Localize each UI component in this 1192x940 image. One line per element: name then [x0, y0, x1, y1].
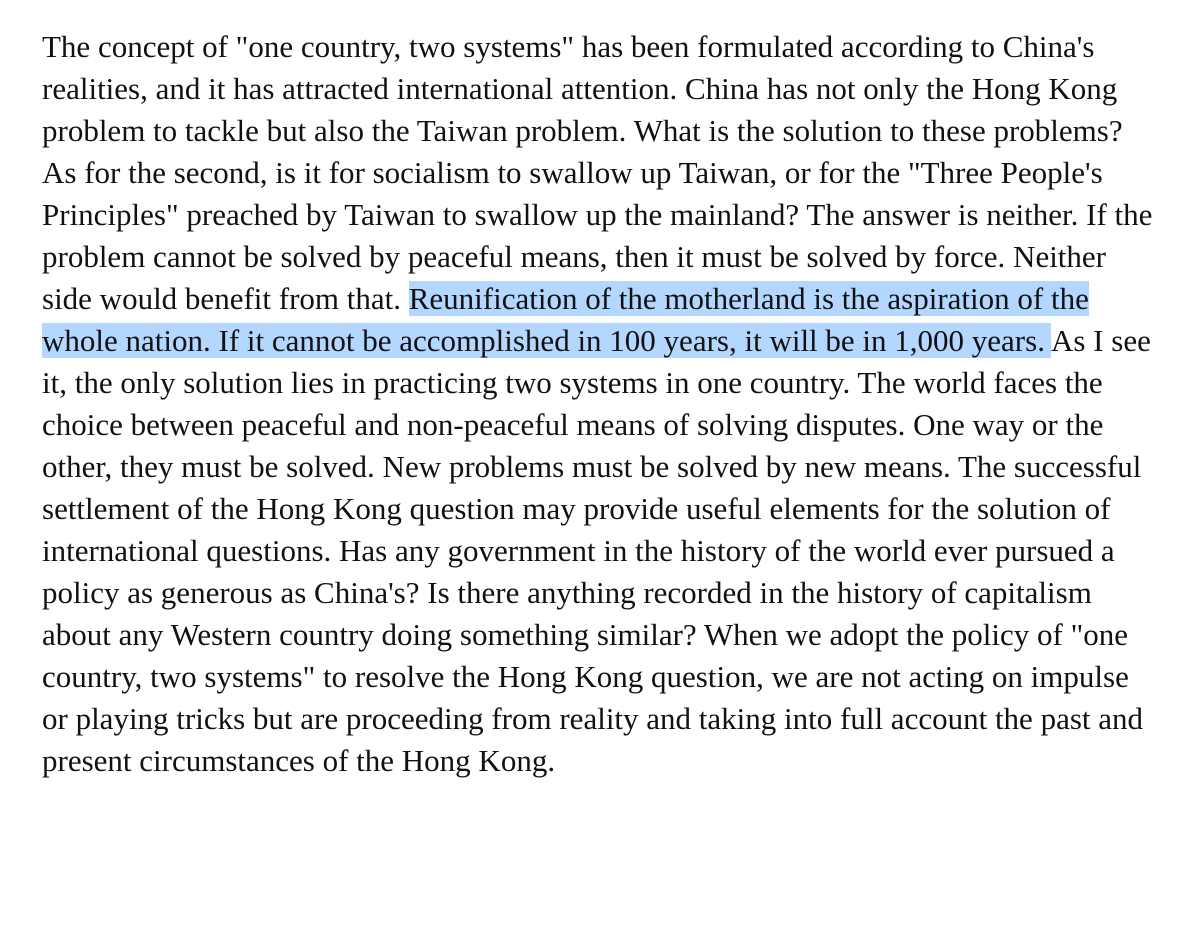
paragraph-text-before-selection[interactable]: The concept of "one country, two systems" has been formulated according to China's realities, and it has attracted international attention. China has not only the Hong Kong problem to tackle but also the Taiwan problem. What is the solution to these problems? As for the second, is it for socialism to swallow up Taiwan, or for the "Three People's Principles" preached by Taiwan to swallow up the mainland? The answer is neither. If the problem cannot be solved by peaceful means, then it must be solved by force. Neither side would benefit from that.	[42, 29, 1153, 316]
text-selection-highlight[interactable]: Reunification of the motherland is the aspiration of the whole nation. If it cannot be accomplished in 100 years, it will be in 1,000 years.	[42, 281, 1089, 358]
paragraph-text-after-selection[interactable]: As I see it, the only solution lies in practicing two systems in one country. The world faces the choice between peaceful and non-peaceful means of solving disputes. One way or the other, they must be solved. New problems must be solved by new means. The successful settlement of the Hong Kong question may provide useful elements for the solution of international questions. Has any government in the history of the world ever pursued a policy as generous as China's? Is there anything recorded in the history of capitalism about any Western country doing something similar? When we adopt the policy of "one country, two systems" to resolve the Hong Kong question, we are not acting on impulse or playing tricks but are proceeding from reality and taking into full account the past and present circumstances of the Hong Kong.	[42, 323, 1151, 778]
document-paragraph[interactable]	[42, 26, 1162, 782]
